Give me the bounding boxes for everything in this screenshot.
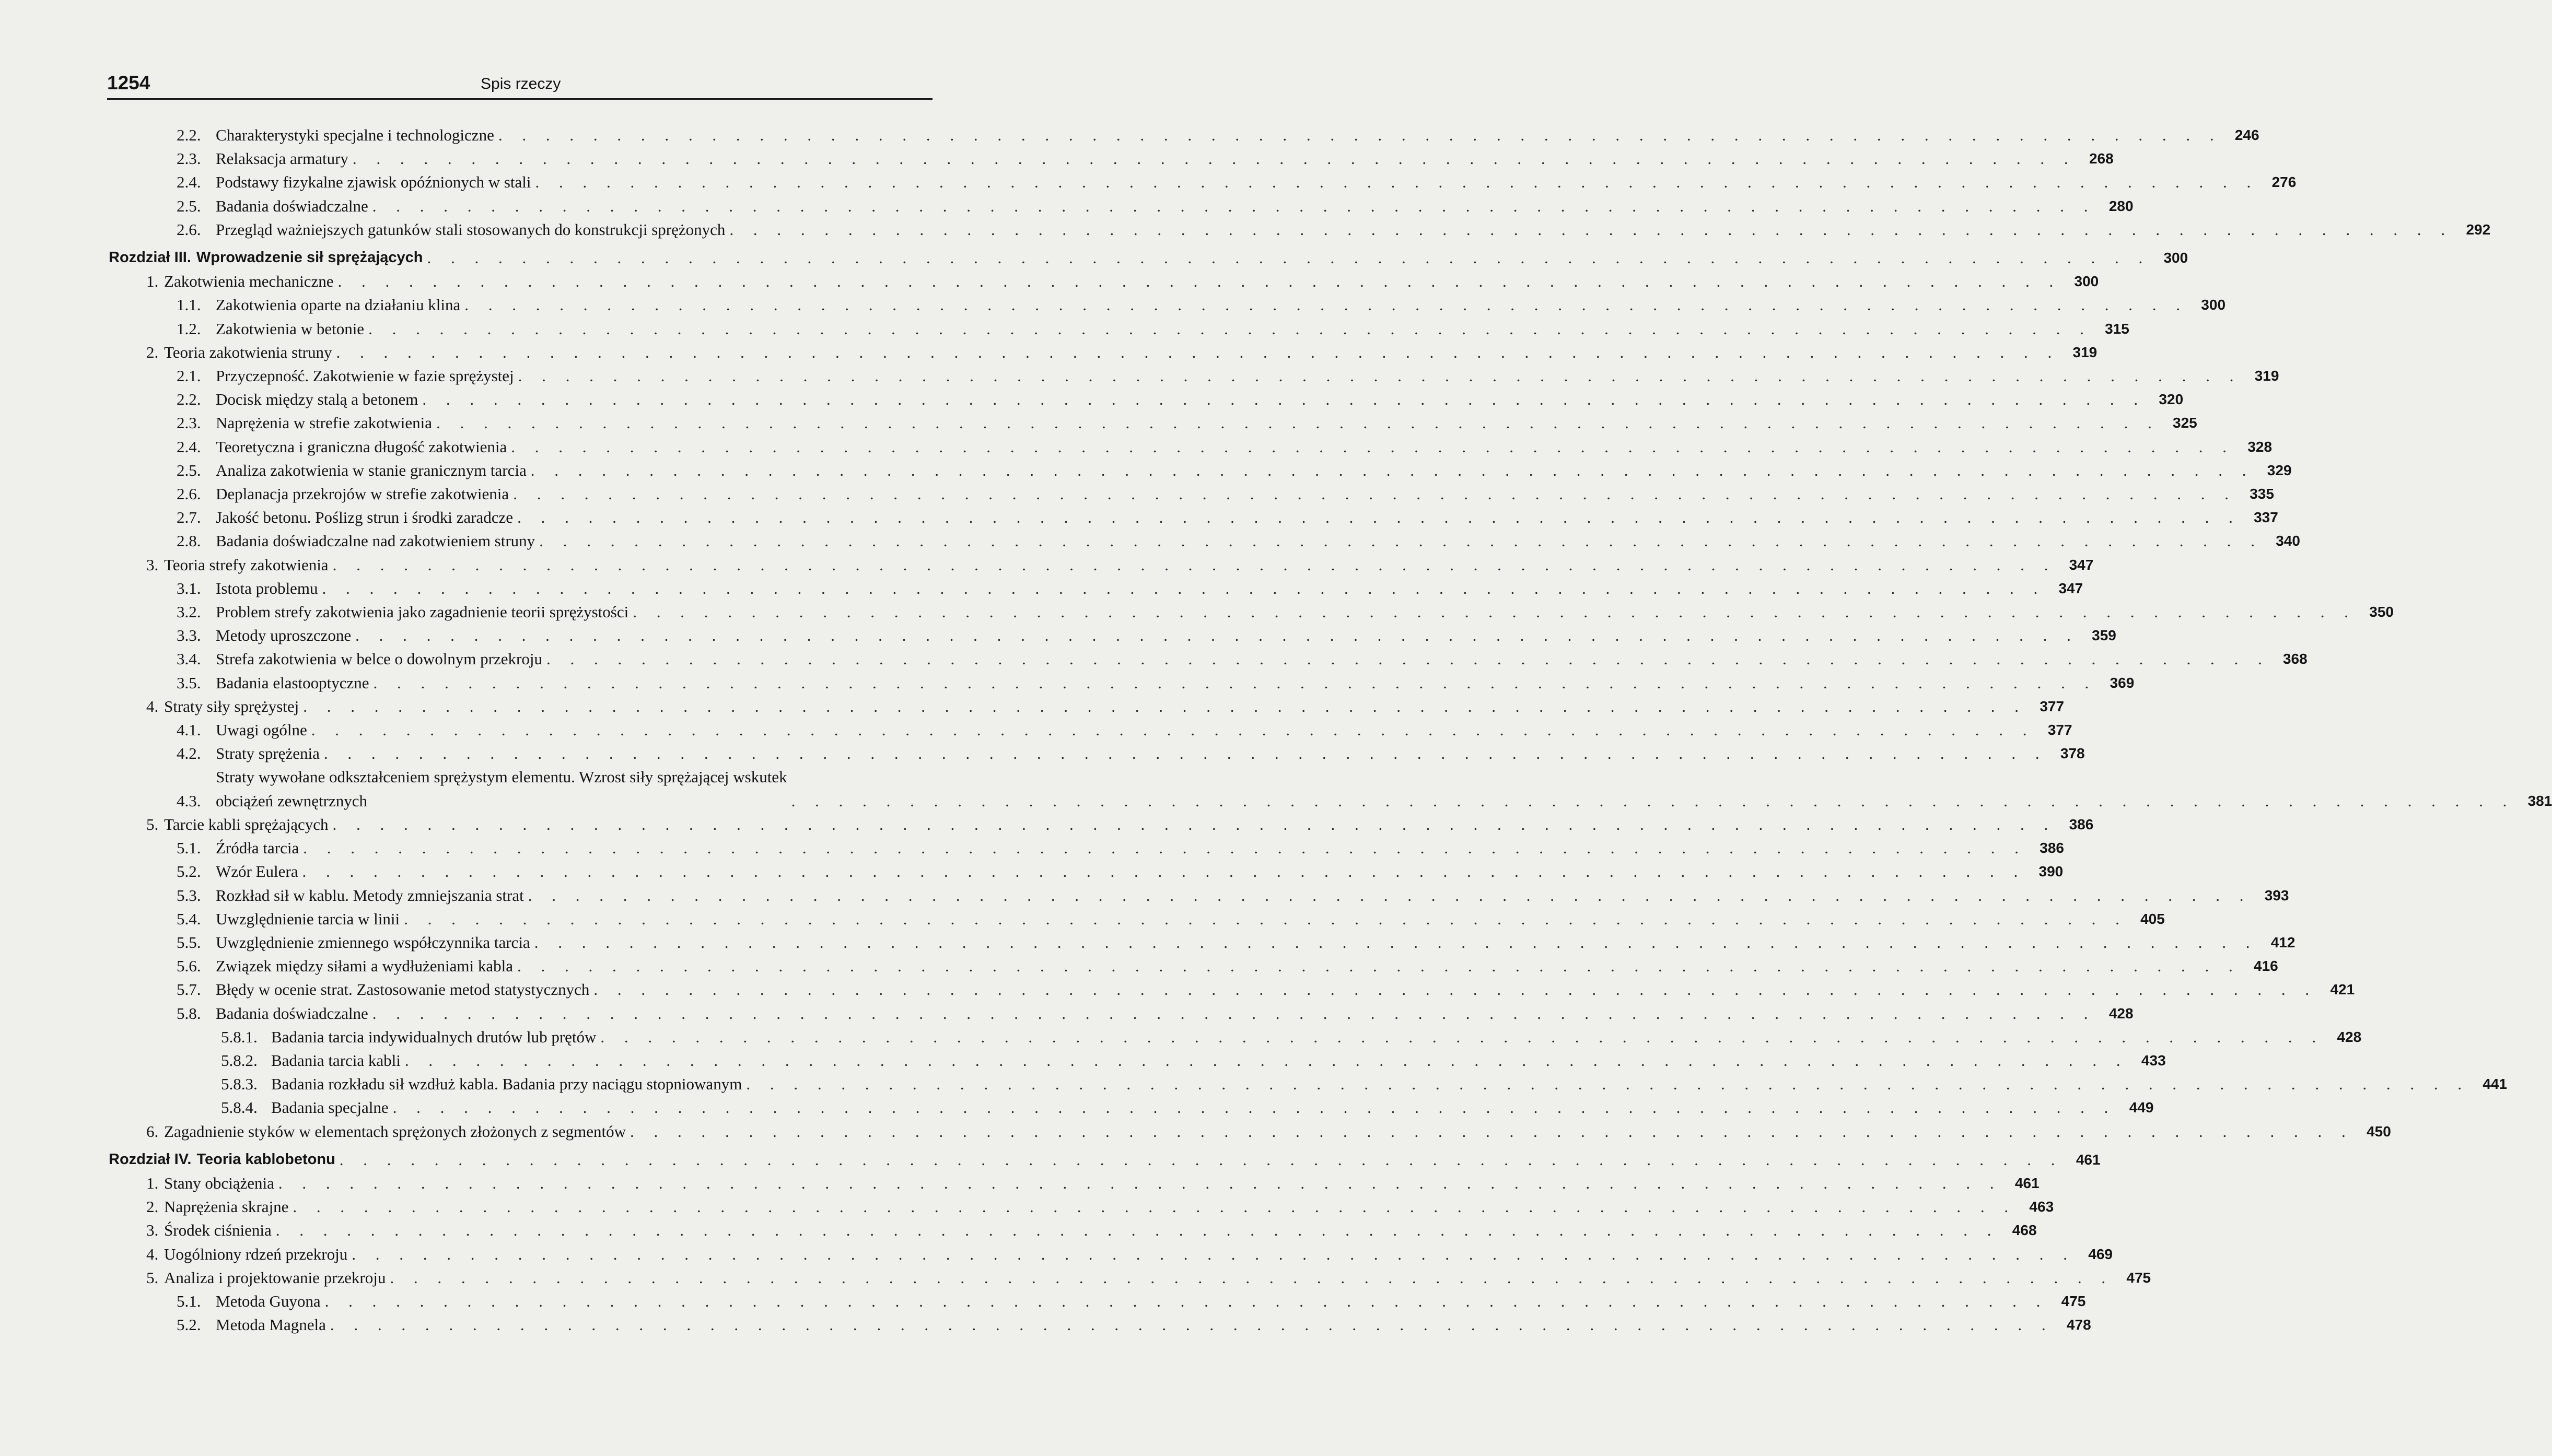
dot-leader: . . . . . . . . . . . . . . . . . . . . . . . . . . . . . . . . . . . . . . . . . . . . . . . . . . . . . . . . . . . . . . . . . . . . . . . . . <box>791 791 2515 810</box>
entry-page: 450 <box>2367 1123 2391 1140</box>
entry-number: 4.2. <box>177 744 201 763</box>
entry-title: Relaksacja armatury <box>216 149 348 168</box>
entry-page: 386 <box>2040 840 2064 856</box>
dot-leader: . . . . . . . . . . . . . . . . . . . . . . . . . . . . . . . . . . . . . . . . . . . . . . . . . . . . . . . . . . . . . . . . . . . . . . . . . <box>534 933 2258 952</box>
entry-page: 347 <box>2058 580 2083 596</box>
entry-number: 5. <box>146 1268 159 1287</box>
dot-leader: . . . . . . . . . . . . . . . . . . . . . . . . . . . . . . . . . . . . . . . . . . . . . . . . . . . . . . . . . . . . . . . . . . . . . . . . . <box>498 126 2222 144</box>
entry-number: 5.7. <box>177 980 201 999</box>
entry-number: 5. <box>146 815 159 833</box>
entry-number: 2.4. <box>177 437 201 456</box>
toc-entry <box>109 506 2278 529</box>
entry-title: Środek ciśnienia <box>164 1221 272 1240</box>
entry-title: Uogólniony rdzeń przekroju <box>164 1244 348 1263</box>
entry-title: Podstawy fizykalne zjawisk opóźnionych w stali <box>216 173 531 192</box>
entry-page: 416 <box>2254 958 2278 974</box>
toc-entry <box>109 340 2097 364</box>
toc-entry <box>109 954 2278 978</box>
entry-title: Tarcie kabli sprężających <box>164 815 329 833</box>
entry-number: 2.5. <box>177 461 201 479</box>
entry-title: Wprowadzenie sił sprężających <box>196 249 423 266</box>
entry-page: 300 <box>2163 250 2188 266</box>
entry-number: 4.1. <box>177 721 201 739</box>
entry-page: 412 <box>2270 934 2295 950</box>
toc-entry <box>109 435 2273 459</box>
entry-title: Błędy w ocenie strat. Zastosowanie metod statystycznych <box>216 980 590 999</box>
entry-number: 3. <box>146 555 159 574</box>
entry-title: Deplanacja przekrojów w strefie zakotwienia <box>216 485 509 503</box>
entry-page: 369 <box>2110 674 2135 691</box>
entry-page: 433 <box>2141 1052 2166 1068</box>
toc-entry <box>109 1096 2154 1119</box>
entry-page: 315 <box>2105 320 2129 337</box>
dot-leader: . . . . . . . . . . . . . . . . . . . . . . . . . . . . . . . . . . . . . . . . . . . . . . . . . . . . . . . . . . . . . . . . . . . . . . . . . <box>278 1173 2002 1192</box>
entry-number: 5.8. <box>177 1004 201 1023</box>
entry-title: Uwagi ogólne <box>216 721 307 739</box>
dot-leader: . . . . . . . . . . . . . . . . . . . . . . . . . . . . . . . . . . . . . . . . . . . . . . . . . . . . . . . . . . . . . . . . . . . . . . . . . <box>337 272 2061 291</box>
entry-title: Badania doświadczalne nad zakotwieniem struny <box>216 532 535 550</box>
toc-entry <box>109 765 2552 812</box>
entry-title: Przyczepność. Zakotwienie w fazie sprężystej <box>216 367 514 385</box>
dot-leader: . . . . . . . . . . . . . . . . . . . . . . . . . . . . . . . . . . . . . . . . . . . . . . . . . . . . . . . . . . . . . . . . . . . . . . . . . <box>332 555 2056 574</box>
table-of-contents <box>109 123 2552 1336</box>
entry-page: 328 <box>2247 438 2273 455</box>
toc-entry <box>109 147 2114 170</box>
entry-page: 268 <box>2089 150 2114 167</box>
dot-leader: . . . . . . . . . . . . . . . . . . . . . . . . . . . . . . . . . . . . . . . . . . . . . . . . . . . . . . . . . . . . . . . . . . . . . . . . . <box>746 1075 2470 1094</box>
entry-page: 390 <box>2038 863 2064 880</box>
entry-page: 377 <box>2040 698 2065 714</box>
dot-leader: . . . . . . . . . . . . . . . . . . . . . . . . . . . . . . . . . . . . . . . . . . . . . . . . . . . . . . . . . . . . . . . . . . . . . . . . . <box>372 196 2096 215</box>
toc-entry <box>109 718 2072 742</box>
toc-entry <box>109 1195 2054 1218</box>
dot-leader: . . . . . . . . . . . . . . . . . . . . . . . . . . . . . . . . . . . . . . . . . . . . . . . . . . . . . . . . . . . . . . . . . . . . . . . . . <box>392 1098 2116 1117</box>
page-number: 1254 <box>107 72 150 93</box>
dot-leader: . . . . . . . . . . . . . . . . . . . . . . . . . . . . . . . . . . . . . . . . . . . . . . . . . . . . . . . . . . . . . . . . . . . . . . . . . <box>322 579 2046 597</box>
dot-leader: . . . . . . . . . . . . . . . . . . . . . . . . . . . . . . . . . . . . . . . . . . . . . . . . . . . . . . . . . . . . . . . . . . . . . . . . . <box>422 390 2146 409</box>
entry-title-continuation: obciążeń zewnętrznych <box>216 791 368 810</box>
entry-number: Rozdział IV. <box>109 1150 192 1168</box>
dot-leader: . . . . . . . . . . . . . . . . . . . . . . . . . . . . . . . . . . . . . . . . . . . . . . . . . . . . . . . . . . . . . . . . . . . . . . . . . <box>404 1051 2128 1070</box>
entry-title: Metoda Guyona <box>216 1291 321 1310</box>
entry-number: 2.8. <box>177 532 201 550</box>
entry-number: 2.3. <box>177 149 201 168</box>
toc-entry <box>109 317 2129 340</box>
entry-number: 1. <box>146 272 159 291</box>
entry-number: 6. <box>146 1122 159 1141</box>
entry-page: 340 <box>2276 533 2300 549</box>
dot-leader: . . . . . . . . . . . . . . . . . . . . . . . . . . . . . . . . . . . . . . . . . . . . . . . . . . . . . . . . . . . . . . . . . . . . . . . . . <box>464 296 2188 314</box>
dot-leader: . . . . . . . . . . . . . . . . . . . . . . . . . . . . . . . . . . . . . . . . . . . . . . . . . . . . . . . . . . . . . . . . . . . . . . . . . <box>336 343 2060 361</box>
entry-page: 325 <box>2173 415 2197 431</box>
entry-number: 5.2. <box>177 862 201 881</box>
entry-title: Problem strefy zakotwienia jako zagadnienie teorii sprężystości <box>216 603 629 621</box>
entry-page: 468 <box>2012 1222 2037 1239</box>
entry-number: 2. <box>146 343 159 361</box>
entry-title: Metody uproszczone <box>216 626 352 645</box>
toc-entry <box>109 671 2135 695</box>
entry-page: 469 <box>2088 1246 2113 1262</box>
entry-number: 3.3. <box>177 626 201 645</box>
toc-entry <box>109 1072 2508 1096</box>
entry-number: 1.1. <box>177 296 201 314</box>
entry-number: 3. <box>146 1221 159 1240</box>
entry-number: 2.1. <box>177 367 201 385</box>
toc-entry <box>109 978 2355 1001</box>
dot-leader: . . . . . . . . . . . . . . . . . . . . . . . . . . . . . . . . . . . . . . . . . . . . . . . . . . . . . . . . . . . . . . . . . . . . . . . . . <box>517 957 2241 976</box>
toc-entry <box>109 1289 2086 1313</box>
chapter-entry <box>109 246 2188 269</box>
entry-title: Zakotwienia mechaniczne <box>164 272 334 291</box>
entry-page: 475 <box>2126 1269 2151 1286</box>
entry-page: 478 <box>2066 1317 2091 1333</box>
dot-leader: . . . . . . . . . . . . . . . . . . . . . . . . . . . . . . . . . . . . . . . . . . . . . . . . . . . . . . . . . . . . . . . . . . . . . . . . . <box>311 721 2035 739</box>
entry-number: 4. <box>146 1244 159 1263</box>
entry-title: Strefa zakotwienia w belce o dowolnym przekroju <box>216 650 542 668</box>
entry-title: Wzór Eulera <box>216 862 298 881</box>
toc-entry <box>109 1313 2091 1336</box>
dot-leader: . . . . . . . . . . . . . . . . . . . . . . . . . . . . . . . . . . . . . . . . . . . . . . . . . . . . . . . . . . . . . . . . . . . . . . . . . <box>352 149 2076 168</box>
entry-number: 5.3. <box>177 886 201 905</box>
entry-title: Badania doświadczalne <box>216 196 368 215</box>
entry-number: 2.2. <box>177 126 201 144</box>
entry-page: 421 <box>2330 981 2355 998</box>
entry-title: Straty sprężenia <box>216 744 320 763</box>
entry-page: 381 <box>2527 792 2552 809</box>
dot-leader: . . . . . . . . . . . . . . . . . . . . . . . . . . . . . . . . . . . . . . . . . . . . . . . . . . . . . . . . . . . . . . . . . . . . . . . . . <box>513 485 2236 503</box>
dot-leader: . . . . . . . . . . . . . . . . . . . . . . . . . . . . . . . . . . . . . . . . . . . . . . . . . . . . . . . . . . . . . . . . . . . . . . . . . <box>339 1150 2063 1169</box>
entry-number: 2.5. <box>177 196 201 215</box>
dot-leader: . . . . . . . . . . . . . . . . . . . . . . . . . . . . . . . . . . . . . . . . . . . . . . . . . . . . . . . . . . . . . . . . . . . . . . . . . <box>368 319 2092 338</box>
entry-page: 280 <box>2108 197 2134 214</box>
dot-leader: . . . . . . . . . . . . . . . . . . . . . . . . . . . . . . . . . . . . . . . . . . . . . . . . . . . . . . . . . . . . . . . . . . . . . . . . . <box>729 220 2453 239</box>
dot-leader: . . . . . . . . . . . . . . . . . . . . . . . . . . . . . . . . . . . . . . . . . . . . . . . . . . . . . . . . . . . . . . . . . . . . . . . . . <box>275 1221 1999 1240</box>
entry-page: 335 <box>2250 486 2274 502</box>
entry-page: 461 <box>2014 1175 2040 1191</box>
dot-leader: . . . . . . . . . . . . . . . . . . . . . . . . . . . . . . . . . . . . . . . . . . . . . . . . . . . . . . . . . . . . . . . . . . . . . . . . . <box>593 980 2317 999</box>
entry-number: 2.2. <box>177 390 201 409</box>
dot-leader: . . . . . . . . . . . . . . . . . . . . . . . . . . . . . . . . . . . . . . . . . . . . . . . . . . . . . . . . . . . . . . . . . . . . . . . . . <box>630 1122 2353 1141</box>
entry-page: 337 <box>2254 509 2278 526</box>
toc-entry <box>109 742 2085 765</box>
dot-leader: . . . . . . . . . . . . . . . . . . . . . . . . . . . . . . . . . . . . . . . . . . . . . . . . . . . . . . . . . . . . . . . . . . . . . . . . . <box>633 603 2356 621</box>
entry-title: Źródła tarcia <box>216 839 299 858</box>
toc-entry <box>109 1120 2391 1143</box>
entry-title: Naprężenia skrajne <box>164 1197 289 1216</box>
entry-page: 378 <box>2060 745 2085 762</box>
entry-number: 5.2. <box>177 1316 201 1334</box>
entry-title: Docisk między stalą a betonem <box>216 390 418 409</box>
entry-page: 292 <box>2466 221 2491 238</box>
entry-title: Teoria strefy zakotwienia <box>164 555 329 574</box>
entry-title: Teoria kablobetonu <box>196 1150 335 1168</box>
dot-leader: . . . . . . . . . . . . . . . . . . . . . . . . . . . . . . . . . . . . . . . . . . . . . . . . . . . . . . . . . . . . . . . . . . . . . . . . . <box>355 626 2079 645</box>
toc-entry <box>109 170 2297 194</box>
entry-page: 368 <box>2282 651 2308 667</box>
entry-number: 3.4. <box>177 650 201 668</box>
entry-title: Straty siły sprężystej <box>164 697 299 715</box>
entry-title: Zagadnienie styków w elementach sprężonych złożonych z segmentów <box>164 1122 626 1141</box>
entry-page: 428 <box>2337 1028 2362 1045</box>
entry-page: 428 <box>2108 1005 2134 1021</box>
entry-title: Charakterystyki specjalne i technologiczne <box>216 126 494 144</box>
entry-title: Uwzględnienie tarcia w linii <box>216 909 400 928</box>
toc-entry <box>109 459 2292 482</box>
dot-leader: . . . . . . . . . . . . . . . . . . . . . . . . . . . . . . . . . . . . . . . . . . . . . . . . . . . . . . . . . . . . . . . . . . . . . . . . . <box>293 1197 2017 1216</box>
toc-entry <box>109 123 2259 147</box>
entry-page: 449 <box>2129 1099 2154 1116</box>
entry-title: Badania tarcia indywidualnych drutów lub prętów <box>271 1027 597 1046</box>
entry-title: Jakość betonu. Poślizg strun i środki zaradcze <box>216 508 514 527</box>
dot-leader: . . . . . . . . . . . . . . . . . . . . . . . . . . . . . . . . . . . . . . . . . . . . . . . . . . . . . . . . . . . . . . . . . . . . . . . . . <box>404 909 2127 928</box>
entry-page: 319 <box>2072 344 2097 360</box>
dot-leader: . . . . . . . . . . . . . . . . . . . . . . . . . . . . . . . . . . . . . . . . . . . . . . . . . . . . . . . . . . . . . . . . . . . . . . . . . <box>373 673 2097 692</box>
dot-leader: . . . . . . . . . . . . . . . . . . . . . . . . . . . . . . . . . . . . . . . . . . . . . . . . . . . . . . . . . . . . . . . . . . . . . . . . . <box>323 744 2047 763</box>
entry-page: 475 <box>2061 1293 2086 1309</box>
toc-entry <box>109 1025 2362 1049</box>
toc-entry <box>109 218 2491 241</box>
entry-title: Teoria zakotwienia struny <box>164 343 332 361</box>
dot-leader: . . . . . . . . . . . . . . . . . . . . . . . . . . . . . . . . . . . . . . . . . . . . . . . . . . . . . . . . . . . . . . . . . . . . . . . . . <box>302 862 2026 881</box>
toc-entry <box>109 482 2274 506</box>
entry-title: Straty wywołane odkształceniem sprężystym elementu. Wzrost siły sprężającej wskutek <box>216 768 787 786</box>
entry-title: Analiza i projektowanie przekroju <box>164 1268 386 1287</box>
toc-entry <box>109 836 2064 860</box>
toc-entry <box>109 293 2226 316</box>
toc-entry <box>109 907 2165 931</box>
entry-page: 359 <box>2092 627 2116 644</box>
toc-entry <box>109 931 2295 954</box>
entry-title: Analiza zakotwienia w stanie granicznym tarcia <box>216 461 527 479</box>
dot-leader: . . . . . . . . . . . . . . . . . . . . . . . . . . . . . . . . . . . . . . . . . . . . . . . . . . . . . . . . . . . . . . . . . . . . . . . . . <box>535 173 2259 192</box>
entry-title: Istota problemu <box>216 579 318 597</box>
entry-number: 5.1. <box>177 839 201 858</box>
toc-entry <box>109 1266 2151 1289</box>
dot-leader: . . . . . . . . . . . . . . . . . . . . . . . . . . . . . . . . . . . . . . . . . . . . . . . . . . . . . . . . . . . . . . . . . . . . . . . . . <box>303 697 2027 715</box>
dot-leader: . . . . . . . . . . . . . . . . . . . . . . . . . . . . . . . . . . . . . . . . . . . . . . . . . . . . . . . . . . . . . . . . . . . . . . . . . <box>511 437 2235 456</box>
dot-leader: . . . . . . . . . . . . . . . . . . . . . . . . . . . . . . . . . . . . . . . . . . . . . . . . . . . . . . . . . . . . . . . . . . . . . . . . . <box>539 532 2263 550</box>
entry-number: 5.5. <box>177 933 201 952</box>
entry-title: Naprężenia w strefie zakotwienia <box>216 414 432 432</box>
page-header <box>107 72 930 98</box>
entry-title: Badania tarcia kabli <box>271 1051 401 1070</box>
dot-leader: . . . . . . . . . . . . . . . . . . . . . . . . . . . . . . . . . . . . . . . . . . . . . . . . . . . . . . . . . . . . . . . . . . . . . . . . . <box>390 1268 2114 1287</box>
entry-number: 5.8.1. <box>221 1027 258 1046</box>
entry-number: 4.3. <box>177 791 201 810</box>
toc-entry <box>109 1218 2037 1242</box>
entry-title: Teoretyczna i graniczna długość zakotwienia <box>216 437 507 456</box>
entry-page: 377 <box>2047 722 2072 738</box>
entry-page: 329 <box>2267 462 2292 478</box>
entry-number: 1.2. <box>177 319 201 338</box>
toc-entry <box>109 411 2197 435</box>
dot-leader: . . . . . . . . . . . . . . . . . . . . . . . . . . . . . . . . . . . . . . . . . . . . . . . . . . . . . . . . . . . . . . . . . . . . . . . . . <box>372 1004 2096 1023</box>
entry-number: 5.8.2. <box>221 1051 258 1070</box>
toc-entry <box>109 1002 2134 1025</box>
entry-number: 2.7. <box>177 508 201 527</box>
entry-number: 1. <box>146 1173 159 1192</box>
entry-number: 5.8.4. <box>221 1098 258 1117</box>
dot-leader: . . . . . . . . . . . . . . . . . . . . . . . . . . . . . . . . . . . . . . . . . . . . . . . . . . . . . . . . . . . . . . . . . . . . . . . . . <box>332 815 2056 833</box>
entry-page: 463 <box>2029 1199 2054 1215</box>
entry-number: Rozdział III. <box>109 249 191 266</box>
entry-page: 319 <box>2254 368 2279 384</box>
entry-title: Związek między siłami a wydłużeniami kabla <box>216 957 513 976</box>
dot-leader: . . . . . . . . . . . . . . . . . . . . . . . . . . . . . . . . . . . . . . . . . . . . . . . . . . . . . . . . . . . . . . . . . . . . . . . . . <box>427 249 2151 267</box>
toc-entry <box>109 884 2289 907</box>
entry-title: Badania elastooptyczne <box>216 673 369 692</box>
entry-number: 5.6. <box>177 957 201 976</box>
entry-title: Badania doświadczalne <box>216 1004 368 1023</box>
toc-entry <box>109 1242 2113 1266</box>
entry-page: 405 <box>2140 910 2165 927</box>
entry-number: 3.2. <box>177 603 201 621</box>
header-rule <box>107 98 933 100</box>
toc-entry <box>109 553 2094 577</box>
dot-leader: . . . . . . . . . . . . . . . . . . . . . . . . . . . . . . . . . . . . . . . . . . . . . . . . . . . . . . . . . . . . . . . . . . . . . . . . . <box>330 1316 2054 1334</box>
dot-leader: . . . . . . . . . . . . . . . . . . . . . . . . . . . . . . . . . . . . . . . . . . . . . . . . . . . . . . . . . . . . . . . . . . . . . . . . . <box>517 508 2241 527</box>
entry-title: Rozkład sił w kablu. Metody zmniejszania strat <box>216 886 524 905</box>
toc-entry <box>109 860 2064 883</box>
entry-page: 320 <box>2159 391 2184 408</box>
entry-page: 386 <box>2069 816 2094 832</box>
entry-title: Zakotwienia oparte na działaniu klina <box>216 296 461 314</box>
dot-leader: . . . . . . . . . . . . . . . . . . . . . . . . . . . . . . . . . . . . . . . . . . . . . . . . . . . . . . . . . . . . . . . . . . . . . . . . . <box>324 1291 2048 1310</box>
toc-entry <box>109 364 2279 388</box>
entry-page: 461 <box>2076 1151 2101 1168</box>
dot-leader: . . . . . . . . . . . . . . . . . . . . . . . . . . . . . . . . . . . . . . . . . . . . . . . . . . . . . . . . . . . . . . . . . . . . . . . . . <box>352 1244 2075 1263</box>
entry-page: 300 <box>2201 297 2226 313</box>
entry-number: 2.4. <box>177 173 201 192</box>
entry-title: Badania rozkładu sił wzdłuż kabla. Badania przy naciągu stopniowanym <box>271 1075 742 1094</box>
entry-page: 441 <box>2483 1076 2508 1093</box>
entry-title: Metoda Magnela <box>216 1316 326 1334</box>
toc-entry <box>109 624 2116 647</box>
toc-entry <box>109 388 2184 411</box>
entry-page: 246 <box>2234 127 2259 143</box>
chapter-entry <box>109 1148 2101 1171</box>
entry-number: 2.6. <box>177 220 201 239</box>
dot-leader: . . . . . . . . . . . . . . . . . . . . . . . . . . . . . . . . . . . . . . . . . . . . . . . . . . . . . . . . . . . . . . . . . . . . . . . . . <box>600 1027 2324 1046</box>
toc-entry <box>109 529 2300 553</box>
dot-leader: . . . . . . . . . . . . . . . . . . . . . . . . . . . . . . . . . . . . . . . . . . . . . . . . . . . . . . . . . . . . . . . . . . . . . . . . . <box>546 650 2270 668</box>
entry-page: 300 <box>2074 273 2099 290</box>
entry-number: 4. <box>146 697 159 715</box>
entry-number: 3.1. <box>177 579 201 597</box>
entry-number: 3.5. <box>177 673 201 692</box>
toc-entry <box>109 1171 2040 1195</box>
entry-number: 5.8.3. <box>221 1075 258 1094</box>
dot-leader: . . . . . . . . . . . . . . . . . . . . . . . . . . . . . . . . . . . . . . . . . . . . . . . . . . . . . . . . . . . . . . . . . . . . . . . . . <box>303 839 2026 858</box>
dot-leader: . . . . . . . . . . . . . . . . . . . . . . . . . . . . . . . . . . . . . . . . . . . . . . . . . . . . . . . . . . . . . . . . . . . . . . . . . <box>528 886 2252 905</box>
dot-leader: . . . . . . . . . . . . . . . . . . . . . . . . . . . . . . . . . . . . . . . . . . . . . . . . . . . . . . . . . . . . . . . . . . . . . . . . . <box>436 414 2160 432</box>
entry-title: Zakotwienia w betonie <box>216 319 365 338</box>
entry-page: 347 <box>2069 556 2094 573</box>
toc-entry <box>109 1049 2166 1072</box>
toc-entry <box>109 647 2308 671</box>
entry-page: 276 <box>2271 174 2297 191</box>
entry-title: Stany obciążenia <box>164 1173 274 1192</box>
toc-entry <box>109 695 2065 718</box>
running-title: Spis rzeczy <box>481 75 561 92</box>
entry-title: Przegląd ważniejszych gatunków stali stosowanych do konstrukcji sprężonych <box>216 220 726 239</box>
entry-title: Uwzględnienie zmiennego współczynnika tarcia <box>216 933 530 952</box>
toc-entry <box>109 600 2394 624</box>
toc-entry <box>109 194 2134 218</box>
toc-entry <box>109 269 2099 293</box>
entry-page: 350 <box>2369 604 2394 620</box>
entry-number: 5.4. <box>177 909 201 928</box>
entry-number: 5.1. <box>177 1291 201 1310</box>
dot-leader: . . . . . . . . . . . . . . . . . . . . . . . . . . . . . . . . . . . . . . . . . . . . . . . . . . . . . . . . . . . . . . . . . . . . . . . . . <box>530 461 2254 479</box>
entry-page: 393 <box>2264 887 2289 903</box>
toc-entry <box>109 577 2083 600</box>
entry-number: 2. <box>146 1197 159 1216</box>
entry-number: 2.6. <box>177 485 201 503</box>
toc-entry <box>109 813 2094 836</box>
entry-title: Badania specjalne <box>271 1098 389 1117</box>
entry-number: 2.3. <box>177 414 201 432</box>
dot-leader: . . . . . . . . . . . . . . . . . . . . . . . . . . . . . . . . . . . . . . . . . . . . . . . . . . . . . . . . . . . . . . . . . . . . . . . . . <box>518 367 2242 385</box>
